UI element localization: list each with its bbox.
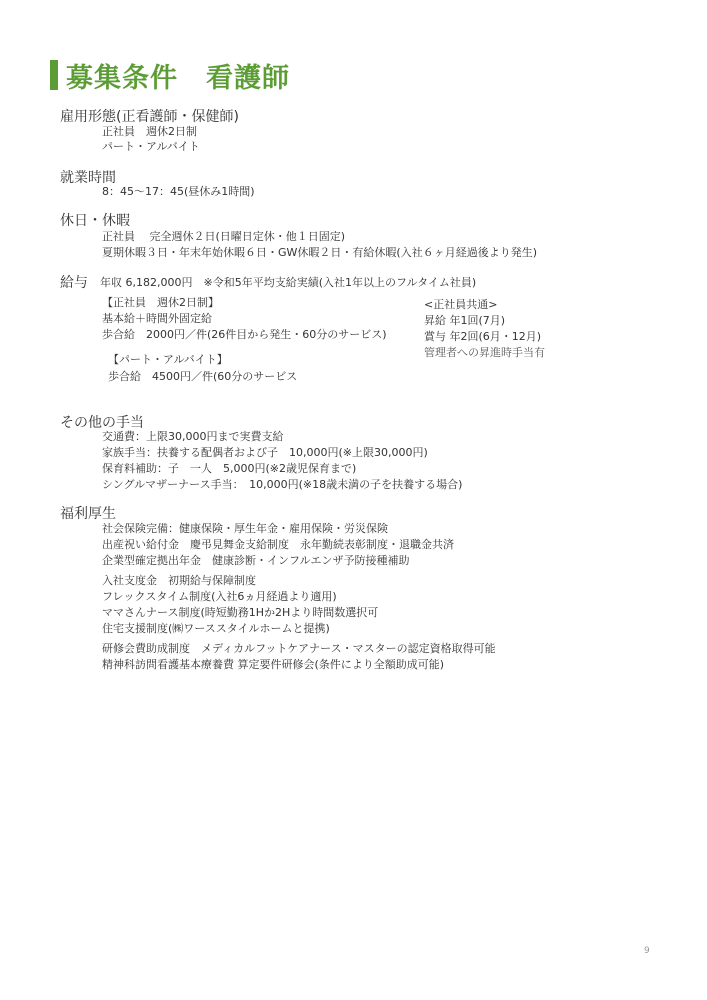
hours-heading: 就業時間 — [60, 170, 116, 186]
salary-parttime-1: 【パート・アルバイト】 — [108, 353, 228, 366]
page-number: 9 — [644, 946, 650, 956]
welfare-line-3: 企業型確定拠出年金 健康診断・インフルエンザ予防接種補助 — [102, 554, 410, 567]
salary-summary: 年収 6,182,000円 ※令和5年平均支給実績(入社1年以上のフルタイム社員) — [100, 276, 477, 289]
salary-fulltime-2: 基本給＋時間外固定給 — [102, 312, 212, 325]
salary-fulltime-1: 【正社員 週休2日制】 — [102, 296, 219, 309]
salary-heading: 給与 — [60, 275, 88, 291]
welfare-heading: 福利厚生 — [60, 506, 116, 522]
allowances-line-3: 保育料補助：子 一人 5,000円(※2歳児保育まで) — [102, 462, 357, 475]
employment-heading: 雇用形態(正看護師・保健師) — [60, 109, 239, 125]
welfare-line-5: フレックスタイム制度(入社6ヵ月経過より適用) — [102, 590, 337, 603]
welfare-line-9: 精神科訪問看護基本療養費 算定要件研修会(条件により全額助成可能) — [102, 658, 445, 671]
hours-line-1: 8：45〜17：45(昼休み1時間) — [102, 185, 255, 198]
title-accent-bar — [50, 60, 58, 90]
welfare-line-6: ママさんナース制度(時短勤務1Hか2Hより時間数選択可 — [102, 606, 379, 619]
holidays-line-2: 夏期休暇３日・年末年始休暇６日・GW休暇２日・有給休暇(入社６ヶ月経過後より発生) — [102, 246, 537, 259]
salary-common-2: 昇給 年1回(7月) — [424, 314, 506, 327]
salary-fulltime-3: 歩合給 2000円／件(26件目から発生・60分のサービス) — [102, 328, 387, 341]
salary-parttime-2: 歩合給 4500円／件(60分のサービス — [108, 370, 298, 383]
holidays-line-1: 正社員 完全週休２日(日曜日定休・他１日固定) — [102, 230, 346, 243]
salary-common-4: 管理者への昇進時手当有 — [424, 346, 545, 359]
welfare-line-2: 出産祝い給付金 慶弔見舞金支給制度 永年勤続表彰制度・退職金共済 — [102, 538, 454, 551]
holidays-heading: 休日・休暇 — [60, 213, 130, 229]
salary-common-3: 賞与 年2回(6月・12月) — [424, 330, 542, 343]
employment-line-2: パート・アルバイト — [102, 140, 200, 153]
welfare-line-8: 研修会費助成制度 メディカルフットケアナース・マスターの認定資格取得可能 — [102, 642, 496, 655]
welfare-line-7: 住宅支援制度(㈱ワーススタイルホームと提携) — [102, 622, 330, 635]
allowances-heading: その他の手当 — [60, 415, 144, 431]
allowances-line-4: シングルマザーナース手当： 10,000円(※18歳未満の子を扶養する場合) — [102, 478, 463, 491]
salary-common-1: <正社員共通> — [424, 298, 498, 311]
welfare-line-4: 入社支度金 初期給与保障制度 — [102, 574, 256, 587]
page-title: 募集条件 看護師 — [66, 63, 290, 94]
welfare-line-1: 社会保険完備：健康保険・厚生年金・雇用保険・労災保険 — [102, 522, 388, 535]
allowances-line-1: 交通費：上限30,000円まで実費支給 — [102, 430, 284, 443]
employment-line-1: 正社員 週休2日制 — [102, 125, 197, 138]
allowances-line-2: 家族手当：扶養する配偶者および子 10,000円(※上限30,000円) — [102, 446, 428, 459]
